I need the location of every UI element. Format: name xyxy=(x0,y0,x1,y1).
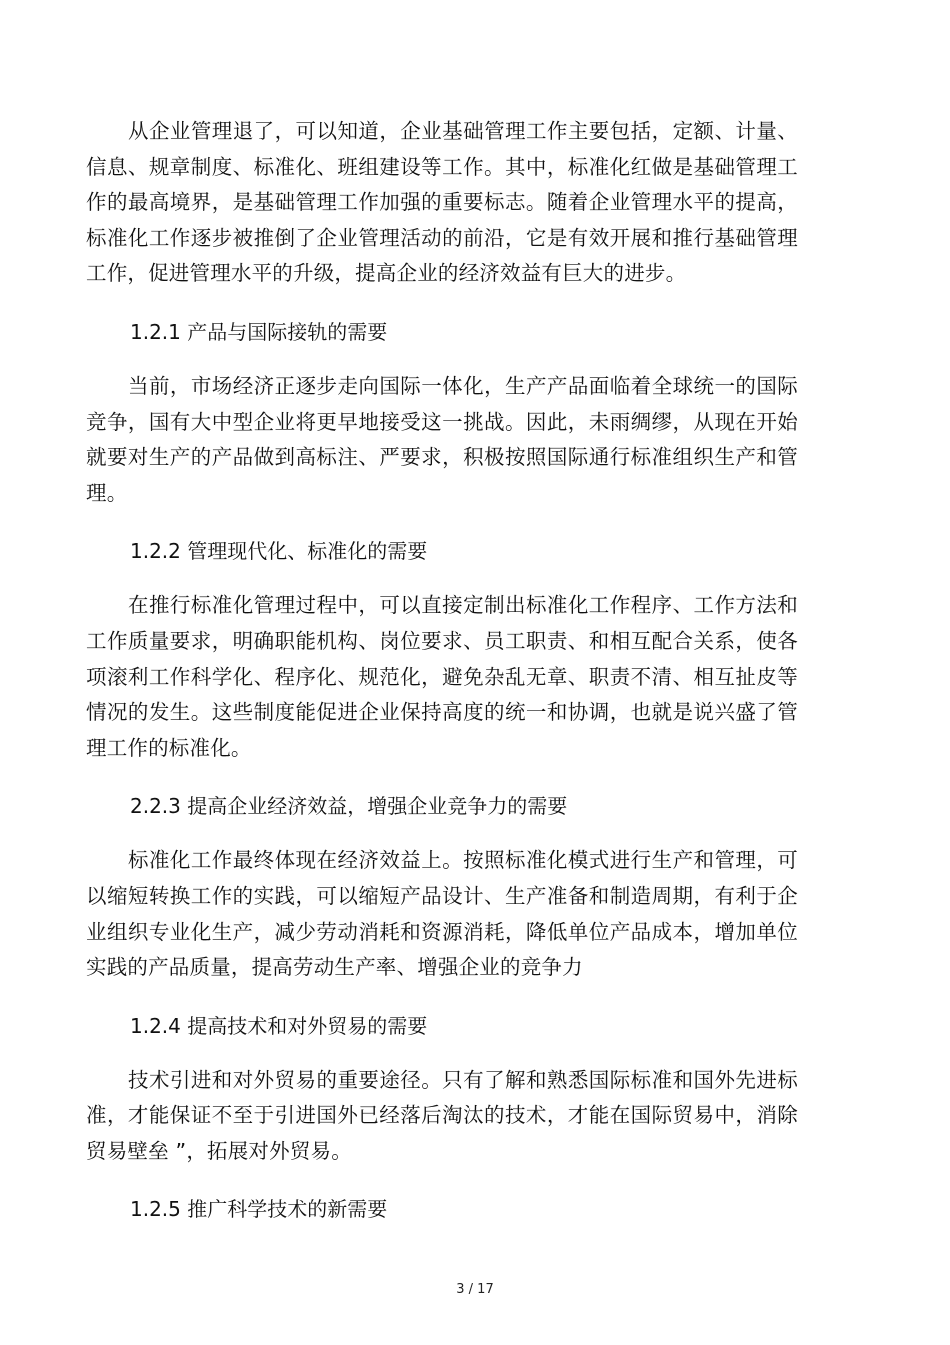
heading-2-2-3: 2.2.3 提高企业经济效益，增强企业竞争力的需要 xyxy=(130,794,568,819)
paragraph-1-2-4: 技术引进和对外贸易的重要途径。只有了解和熟悉国际标准和国外先进标准，才能保证不至于引进国外已经落后淘汰的技术，才能在国际贸易中，消除 贸易壁垒 ”，拓展对外贸易。 xyxy=(86,1067,798,1163)
paragraph-1-2-1: 当前，市场经济正逐步走向国际一体化，生产产品面临着全球统一的国际竞争，国有大中型企业将更早地接受这一挑战。因此，未雨绸缪，从现在开始就要对生产的产品做到高标注、严要求，积极按照国际通行标准组织生产和管理。 xyxy=(86,373,798,505)
intro-paragraph: 从企业管理退了，可以知道，企业基础管理工作主要包括，定额、计量、信息、规章制度、标准化、班组建设等工作。其中，标准化红做是基础管理工作的最高境界，是基础管理工作加强的重要标志。随着企业管理水平的提高，标准化工作逐步被推倒了企业管理活动的前沿，它是有效开展和推行基础管理工作，促进管理水平的升级，提高企业的经济效益有巨大的进步。 xyxy=(86,119,798,286)
paragraph-2-2-3: 标准化工作最终体现在经济效益上。按照标准化模式进行生产和管理，可以缩短转换工作的实践，可以缩短产品设计、生产准备和制造周期，有利于企业组织专业化生产，减少劳动消耗和资源消耗，降低单位产品成本，增加单位实践的产品质量，提高劳动生产率、增强企业的竞争力 xyxy=(86,848,798,980)
heading-1-2-2: 1.2.2 管理现代化、标准化的需要 xyxy=(130,539,428,564)
heading-1-2-1: 1.2.1 产品与国际接轨的需要 xyxy=(130,319,388,344)
document-page xyxy=(86,114,798,1224)
heading-1-2-5: 1.2.5 推广科学技术的新需要 xyxy=(130,1197,388,1222)
heading-1-2-4: 1.2.4 提高技术和对外贸易的需要 xyxy=(130,1013,428,1038)
paragraph-1-2-2: 在推行标准化管理过程中，可以直接定制出标准化工作程序、工作方法和工作质量要求，明确职能机构、岗位要求、员工职责、和相互配合关系，使各项滚利工作科学化、程序化、规范化，避免杂乱无章、职责不清、相互扯皮等情况的发生。这些制度能促进企业保持高度的统一和协调，也就是说兴盛了管理工作的标准化。 xyxy=(86,593,798,760)
page-number: 3 / 17 xyxy=(456,1282,494,1297)
